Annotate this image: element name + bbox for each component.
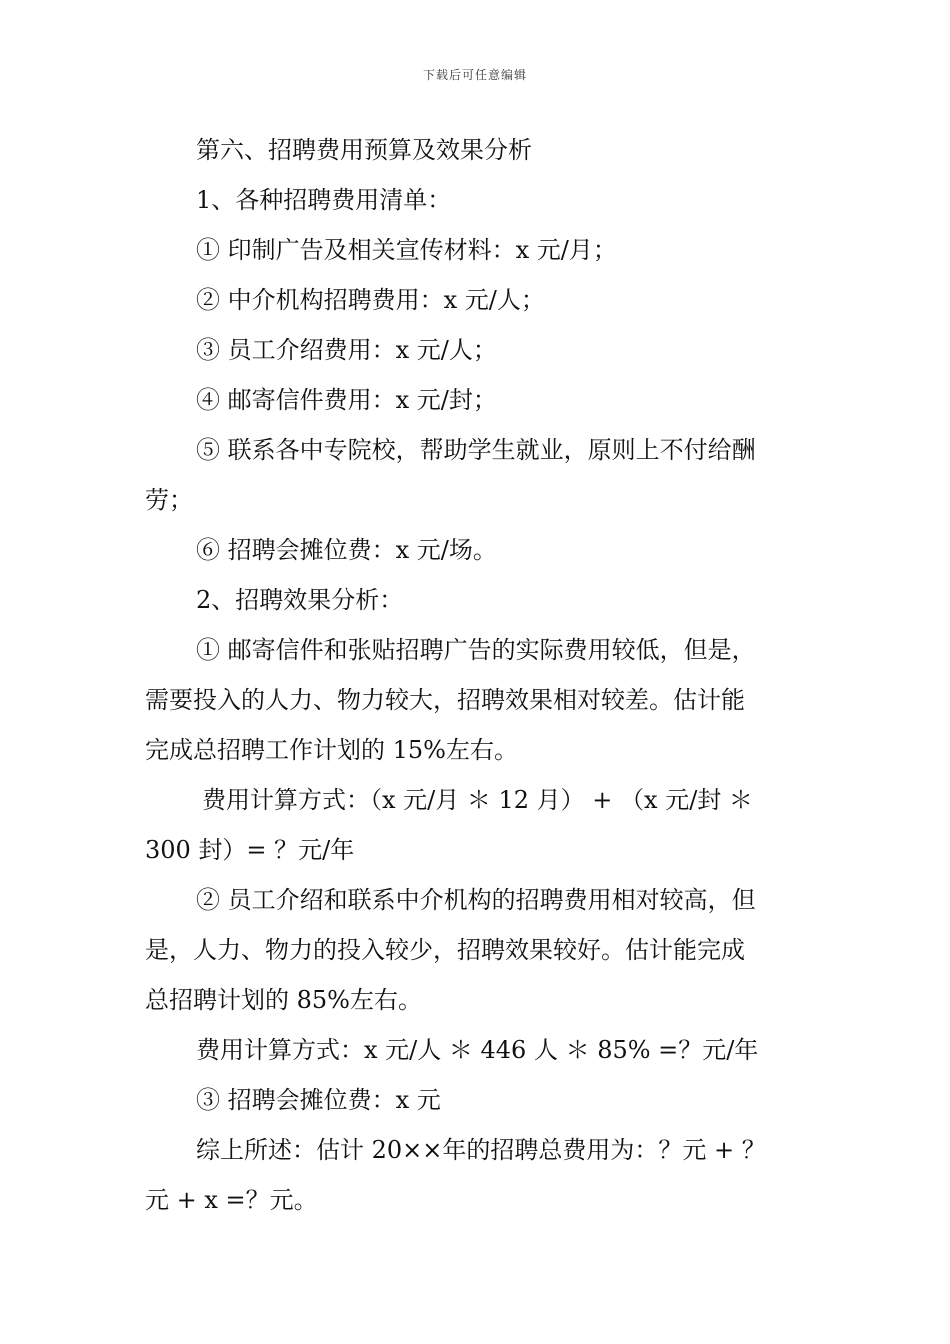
analysis-item-2: ② 员工介绍和联系中介机构的招聘费用相对较高，但 [196,886,756,914]
analysis-item-3: ③ 招聘会摊位费：x 元 [196,1086,441,1114]
cost-item-5: ⑤ 联系各中专院校，帮助学生就业，原则上不付给酬 [196,436,756,464]
analysis-item-1-line-2: 需要投入的人力、物力较大，招聘效果相对较差。估计能 [145,686,745,714]
cost-formula-1-continued: 300 封）= ？元/年 [145,836,355,864]
subsection-heading-cost-list: 1、各种招聘费用清单： [196,186,452,214]
analysis-item-1-line-3: 完成总招聘工作计划的 15%左右。 [145,736,518,764]
analysis-item-1: ① 邮寄信件和张贴招聘广告的实际费用较低，但是， [196,636,756,664]
cost-item-5-continued: 劳； [145,486,193,514]
section-title: 第六、招聘费用预算及效果分析 [196,136,532,164]
cost-formula-2: 费用计算方式：x 元/人 ＊ 446 人 ＊ 85% =？元/年 [196,1036,759,1064]
cost-item-6: ⑥ 招聘会摊位费：x 元/场。 [196,536,497,564]
cost-formula-1: 费用计算方式：（x 元/月 ＊ 12 月） + （x 元/封 ＊ [202,786,753,814]
cost-item-1: ① 印制广告及相关宣传材料：x 元/月； [196,236,617,264]
analysis-item-2-line-2: 是，人力、物力的投入较少，招聘效果较好。估计能完成 [145,936,745,964]
analysis-item-2-line-3: 总招聘计划的 85%左右。 [145,986,422,1014]
subsection-heading-effect-analysis: 2、招聘效果分析： [196,586,404,614]
summary: 综上所述：估计 20××年的招聘总费用为：？元 + ？ [196,1136,766,1164]
cost-item-4: ④ 邮寄信件费用：x 元/封； [196,386,497,414]
summary-continued: 元 + x =？元。 [145,1186,318,1214]
cost-item-2: ② 中介机构招聘费用：x 元/人； [196,286,545,314]
cost-item-3: ③ 员工介绍费用：x 元/人； [196,336,497,364]
page-header: 下载后可任意编辑 [422,68,527,82]
